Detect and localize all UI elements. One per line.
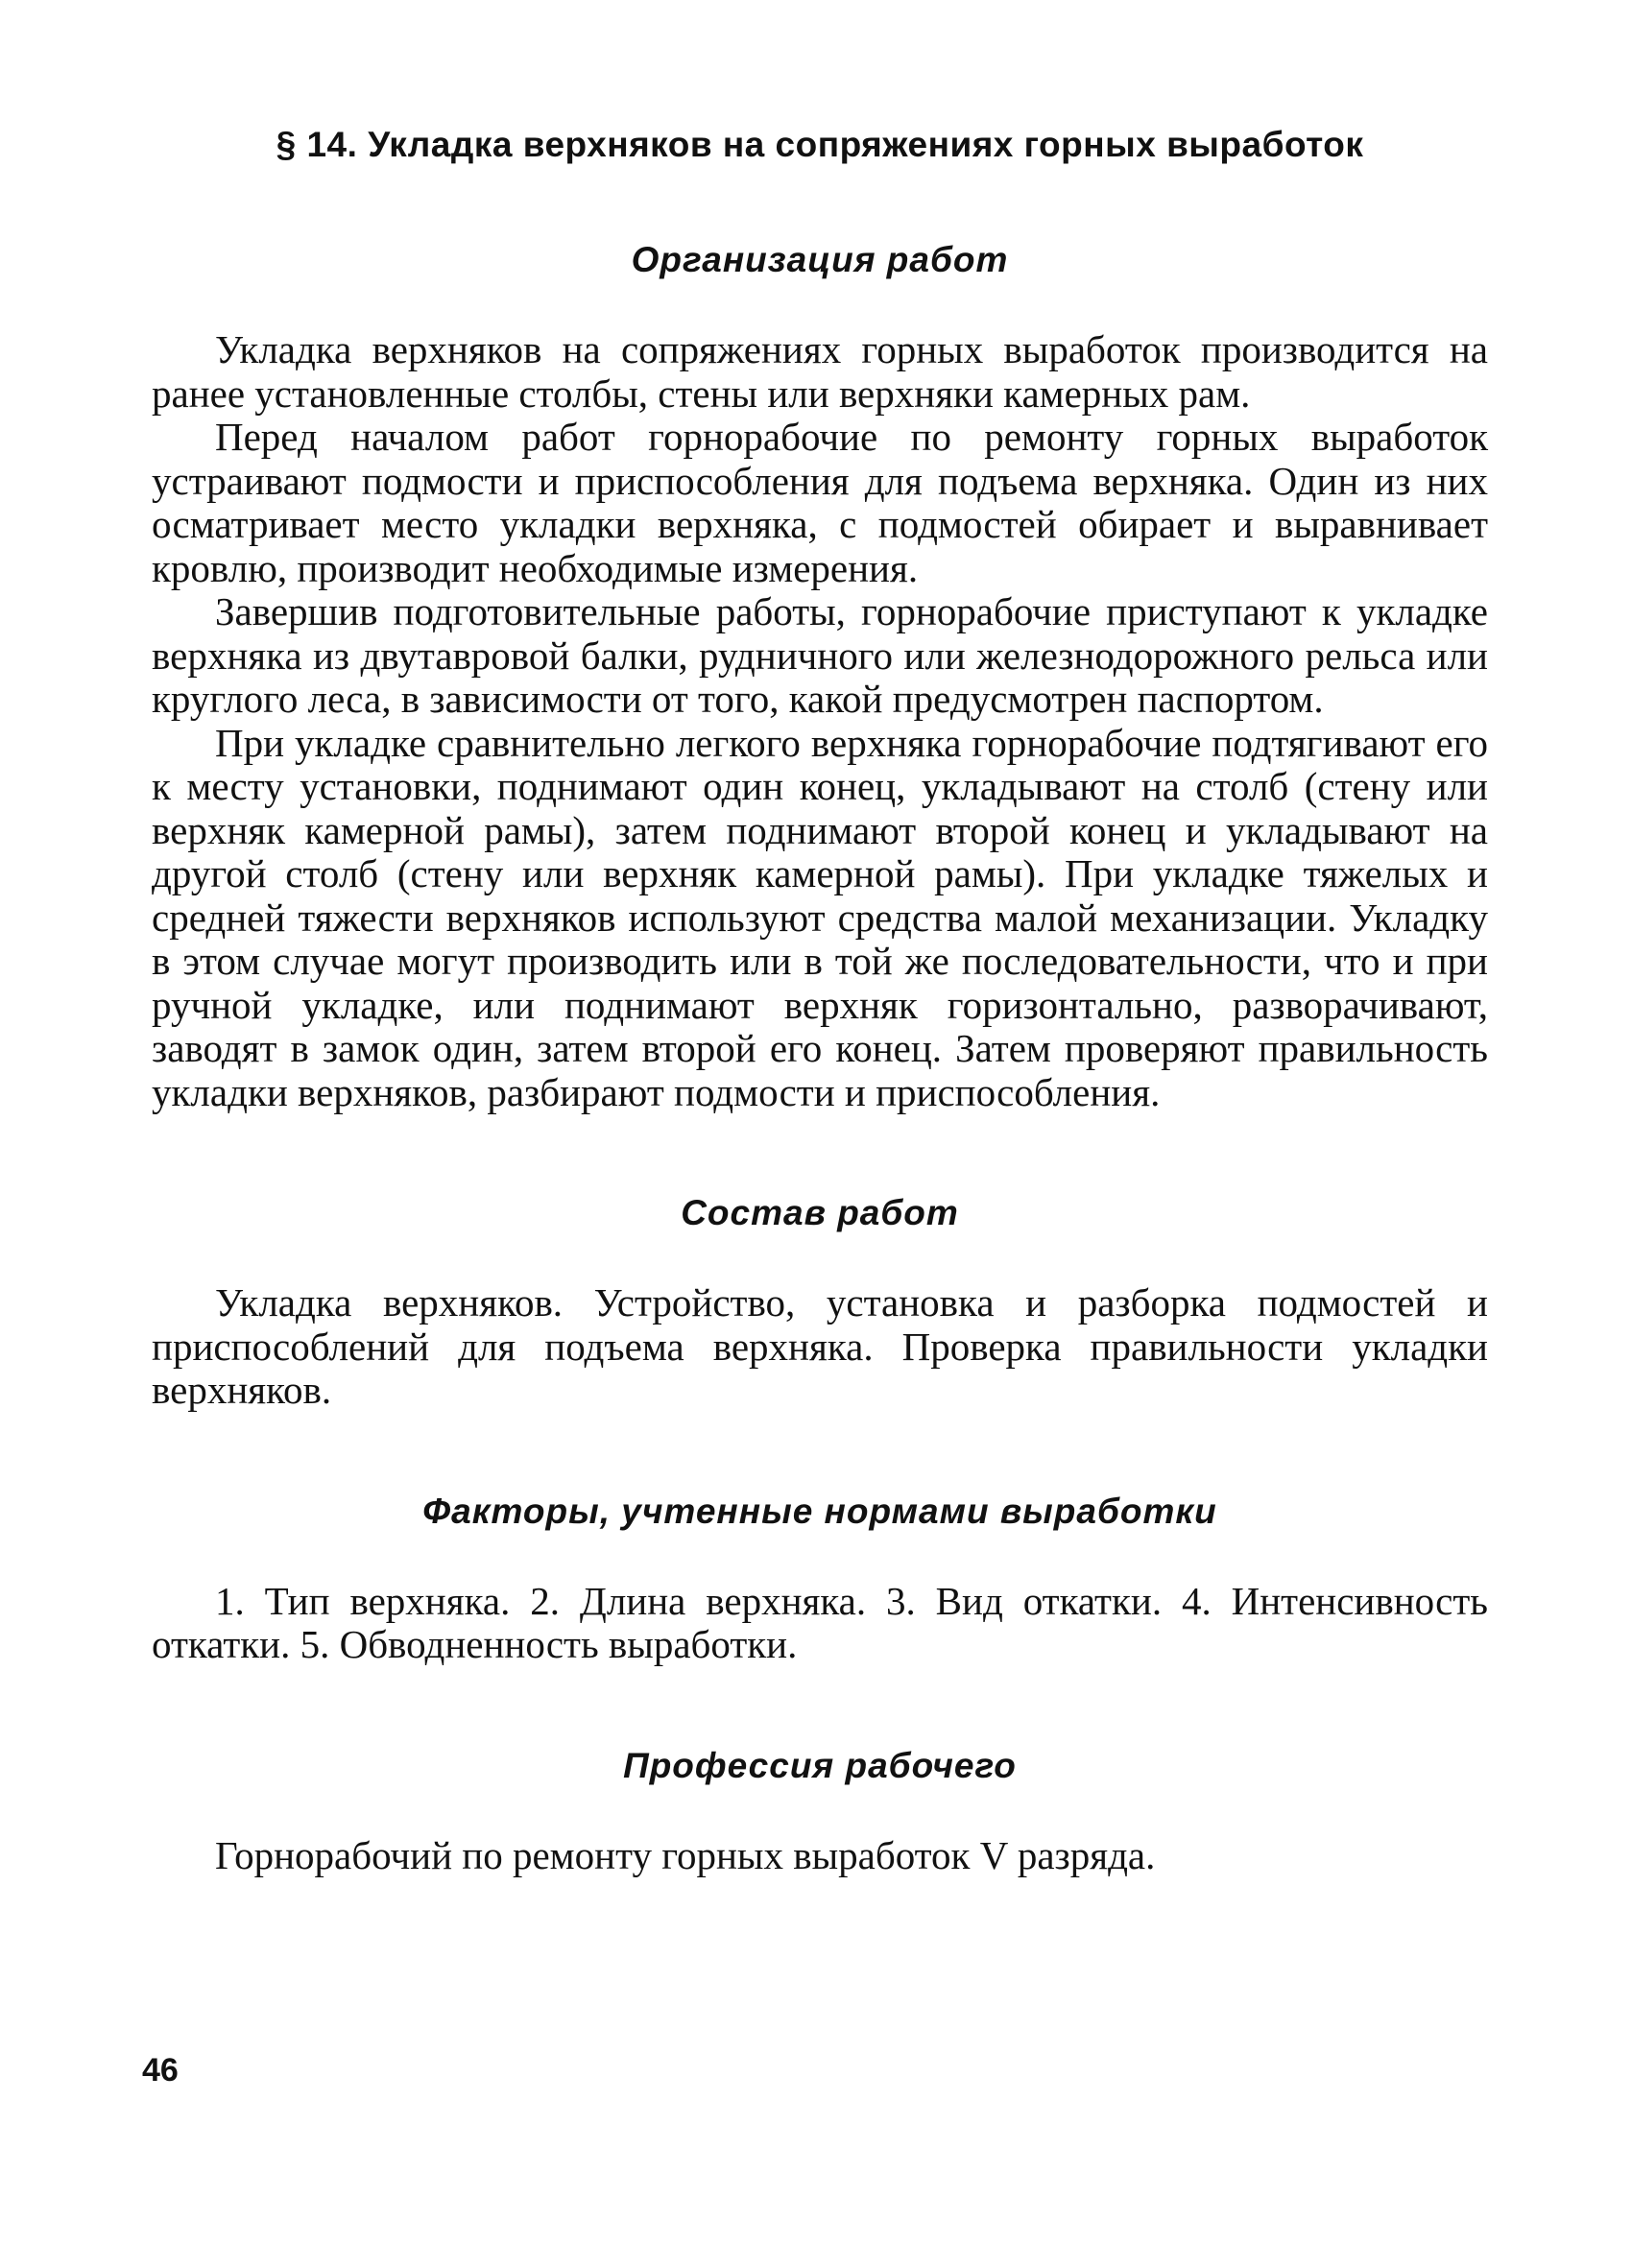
- organization-paragraph-1: Укладка верхняков на сопряжениях горных выработок производится на ранее установленные столбы, стены или верхняки камерных рам.: [152, 327, 1488, 416]
- organization-paragraph-2: Перед началом работ горнорабочие по ремонту горных выработок устраивают подмости и приспособления для подъема верхняка. Один из них осматривает место укладки верхняка, с подмостей обирает и выравнивает кровлю, производит необходимые измерения.: [152, 415, 1488, 590]
- page-number: 46: [142, 2052, 179, 2089]
- composition-heading: Состав работ: [681, 1193, 959, 1232]
- organization-paragraph-3: Завершив подготовительные работы, горнорабочие приступают к укладке верхняка из двутавровой балки, рудничного или железнодорожного рельса или круглого леса, в зависимости от того, какой предусмотрен паспортом.: [152, 589, 1488, 721]
- document-page: [152, 125, 1488, 1877]
- section-title: § 14. Укладка верхняков на сопряжениях горных выработок: [276, 125, 1364, 164]
- profession-text: Горнорабочий по ремонту горных выработок V разряда.: [215, 1832, 1156, 1877]
- composition-text: Укладка верхняков. Устройство, установка и разборка подмостей и приспособлений для подъема верхняка. Проверка правильности укладки верхняков.: [152, 1280, 1488, 1412]
- profession-heading: Профессия рабочего: [623, 1745, 1017, 1785]
- organization-heading: Организация работ: [631, 240, 1009, 279]
- organization-paragraph-4: При укладке сравнительно легкого верхняка горнорабочие подтягивают его к месту установки, поднимают один конец, укладывают на столб (стену или верхняк камерной рамы), затем поднимают второй конец и укладывают на другой столб (стену или верхняк камерной рамы). При укладке тяжелых и средней тяжести верхняков используют средства малой механизации. Укладку в этом случае могут производить или в той же последовательности, что и при ручной укладке, или поднимают верхняк горизонтально, разворачивают, заводят в замок один, затем второй его конец. Затем проверяют правильность укладки верхняков, разбирают подмости и приспособления.: [152, 720, 1488, 1114]
- factors-text: 1. Тип верхняка. 2. Длина верхняка. 3. Вид откатки. 4. Интенсивность откатки. 5. Обводненность выработки.: [152, 1578, 1488, 1666]
- factors-heading: Факторы, учтенные нормами выработки: [422, 1491, 1217, 1531]
